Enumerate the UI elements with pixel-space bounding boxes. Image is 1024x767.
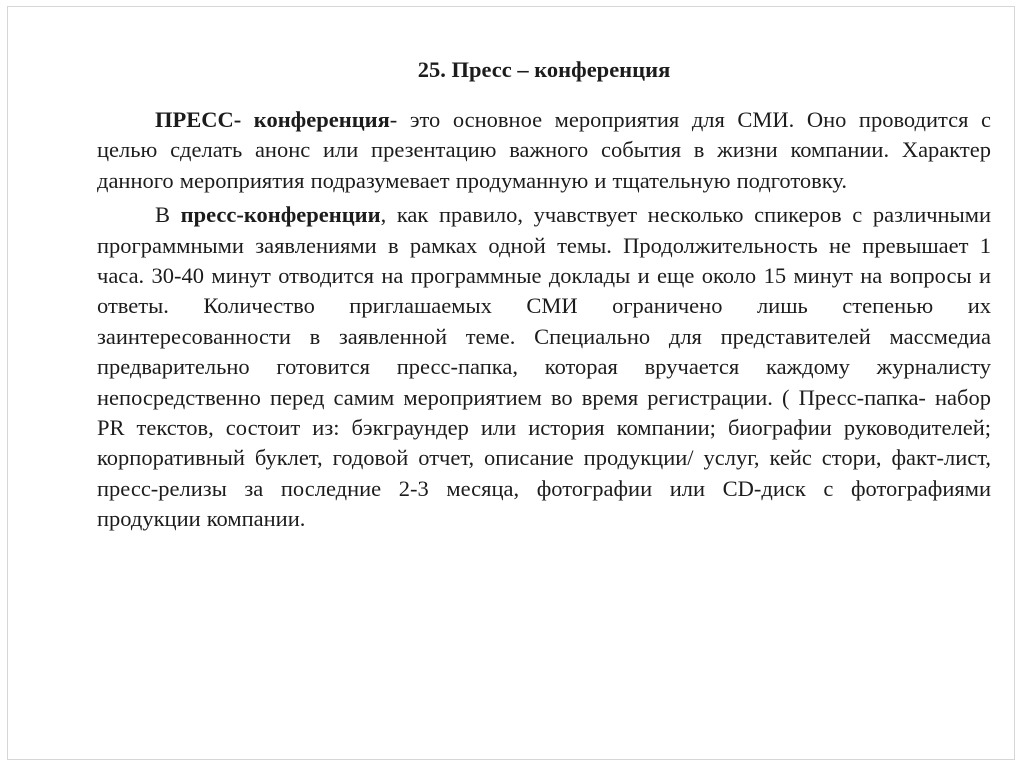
- paragraph-definition: [97, 105, 991, 196]
- paragraph-details-lead: В: [155, 202, 181, 228]
- slide: [7, 6, 1015, 760]
- paragraph-definition-text: - это основное мероприятия для СМИ. Оно проводится с целью сделать анонс или презентацию важного события в жизни компании. Характер данного мероприятия подразумевает продуманную и тщательную подготовку.: [97, 107, 991, 193]
- page-title: 25. Пресс – конференция: [417, 57, 671, 82]
- paragraph-details: [97, 200, 991, 534]
- term-press-conference-inline: пресс-конференции: [180, 202, 381, 228]
- paragraph-details-text: , как правило, учавствует несколько спикеров с различными программными заявлениями в рамках одной темы. Продолжительность не превышает 1 часа. 30-40 минут отводится на программные доклады и еще около 15 минут на вопросы и ответы. Количество приглашаемых СМИ ограничено лишь степенью их заинтересованности в заявленной теме. Специально для представителей массмедиа предварительно готовится пресс-папка, которая вручается каждому журналисту непосредственно перед самим мероприятием во время регистрации. ( Пресс-папка- набор PR текстов, состоит из: бэкграундер или история компании; биографии руководителей; корпоративный буклет, годовой отчет, описание продукции/ услуг, кейс стори, факт-лист, пресс-релизы за последние 2-3 месяца, фотографии или CD-диск с фотографиями продукции компании.: [97, 202, 991, 532]
- term-press-conference: ПРЕСС- конференция: [155, 107, 390, 132]
- document-body: [97, 55, 991, 539]
